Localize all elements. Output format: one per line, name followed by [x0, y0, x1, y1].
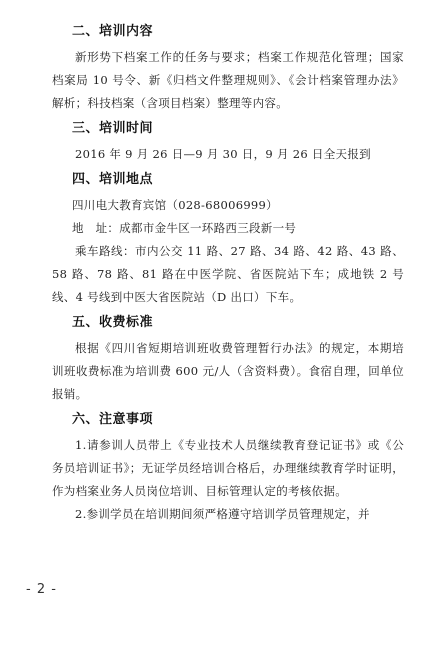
section-heading-time: 三、培训时间 — [72, 121, 154, 136]
venue-name: 四川电大教育宾馆（028-68006999） — [72, 198, 278, 212]
note-item-2: 2.参训学员在培训期间须严格遵守培训学员管理规定，并 — [75, 507, 370, 521]
section-body-content: 新形势下档案工作的任务与要求；档案工作规范化管理；国家档案局 10 号令、新《归档文件整理规则》、《会计档案管理办法》解析；科技档案（含项目档案）整理等内容。 — [52, 50, 404, 110]
document-body — [52, 18, 404, 526]
venue-address: 地 址：成都市金牛区一环路西三段新一号 — [72, 221, 297, 235]
section-heading-notes: 六、注意事项 — [72, 412, 154, 427]
section-heading-location: 四、培训地点 — [72, 172, 154, 187]
page-number: - 2 - — [26, 582, 57, 597]
note-item-1: 1.请参训人员带上《专业技术人员继续教育登记证书》或《公务员培训证书》；无证学员经培训合格后，办理继续教育学时证明，作为档案业务人员岗位培训、目标管理认定的考核依据。 — [52, 438, 404, 498]
section-heading-fees: 五、收费标准 — [72, 315, 154, 330]
transit-route: 乘车路线：市内公交 11 路、27 路、34 路、42 路、43 路、58 路、78 路、81 路在中医学院、省医院站下车；成地铁 2 号线、4 号线到中医大省医院站（D 出口）下车。 — [52, 244, 404, 304]
section-body-time: 2016 年 9 月 26 日—9 月 30 日，9 月 26 日全天报到 — [75, 147, 371, 161]
section-body-fees: 根据《四川省短期培训班收费管理暂行办法》的规定，本期培训班收费标准为培训费 600 元/人（含资料费）。食宿自理，回单位报销。 — [52, 341, 404, 401]
section-heading-content: 二、培训内容 — [72, 24, 154, 39]
